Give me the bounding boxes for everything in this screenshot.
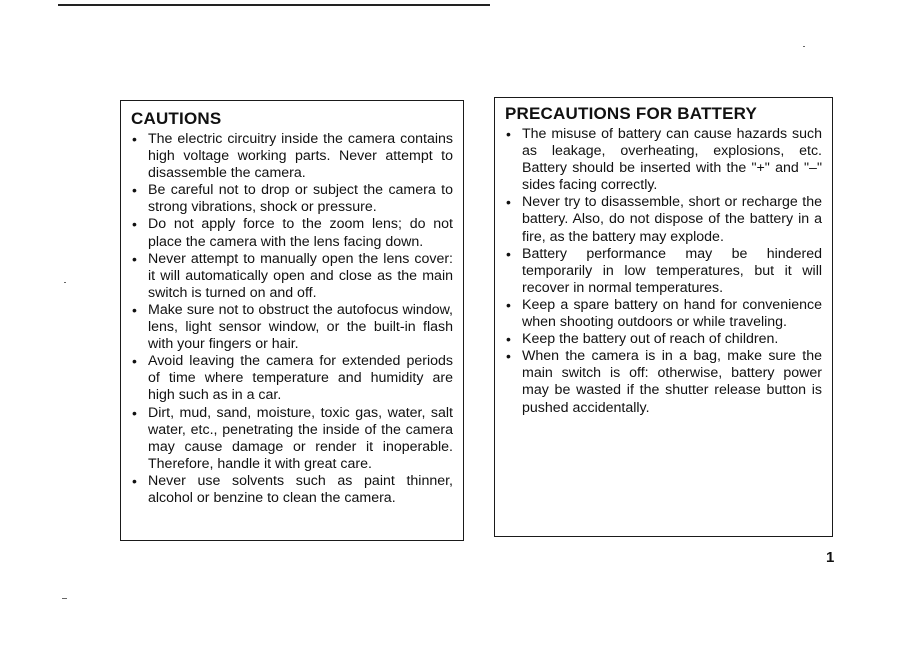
list-item: • The electric circuitry inside the camera contains high voltage working parts. Never attempt to disassemble the camera.: [131, 131, 453, 182]
cautions-list: [131, 131, 453, 507]
scan-speck: [803, 46, 805, 47]
list-item: • Never use solvents such as paint thinner, alcohol or benzine to clean the camera.: [131, 473, 453, 507]
battery-precautions-title: PRECAUTIONS FOR BATTERY: [505, 104, 758, 123]
cautions-section: [120, 100, 464, 541]
list-item: • Battery performance may be hindered temporarily in low temperatures, but it will recover in normal temperatures.: [505, 246, 822, 297]
top-rule: [58, 4, 490, 6]
battery-precautions-section: [494, 97, 833, 537]
list-item: • Be careful not to drop or subject the camera to strong vibrations, shock or pressure.: [131, 182, 453, 216]
list-item: • Dirt, mud, sand, moisture, toxic gas, water, salt water, etc., penetrating the inside of the camera may cause damage or render it inoperable. Therefore, handle it with great care.: [131, 405, 453, 473]
list-item: • Never attempt to manually open the lens cover: it will automatically open and close as the main switch is turned on and off.: [131, 251, 453, 302]
list-item: • When the camera is in a bag, make sure the main switch is off: otherwise, battery power may be wasted if the shutter release button is pushed accidentally.: [505, 348, 822, 416]
scan-speck: [64, 282, 66, 283]
list-item: • The misuse of battery can cause hazards such as leakage, overheating, explosions, etc. Battery should be inserted with the "+" and "–" sides facing correctly.: [505, 126, 822, 194]
list-item: • Do not apply force to the zoom lens; do not place the camera with the lens facing down.: [131, 216, 453, 250]
scan-speck: [62, 598, 67, 599]
list-item: • Make sure not to obstruct the autofocus window, lens, light sensor window, or the built-in flash with your fingers or hair.: [131, 302, 453, 353]
list-item: • Keep the battery out of reach of children.: [505, 331, 822, 348]
list-item: • Avoid leaving the camera for extended periods of time where temperature and humidity are high such as in a car.: [131, 353, 453, 404]
page-number: 1: [826, 549, 835, 566]
battery-precautions-list: [505, 126, 822, 417]
list-item: • Keep a spare battery on hand for convenience when shooting outdoors or while traveling.: [505, 297, 822, 331]
cautions-title: CAUTIONS: [131, 109, 222, 128]
list-item: • Never try to disassemble, short or recharge the battery. Also, do not dispose of the battery in a fire, as the battery may explode.: [505, 194, 822, 245]
